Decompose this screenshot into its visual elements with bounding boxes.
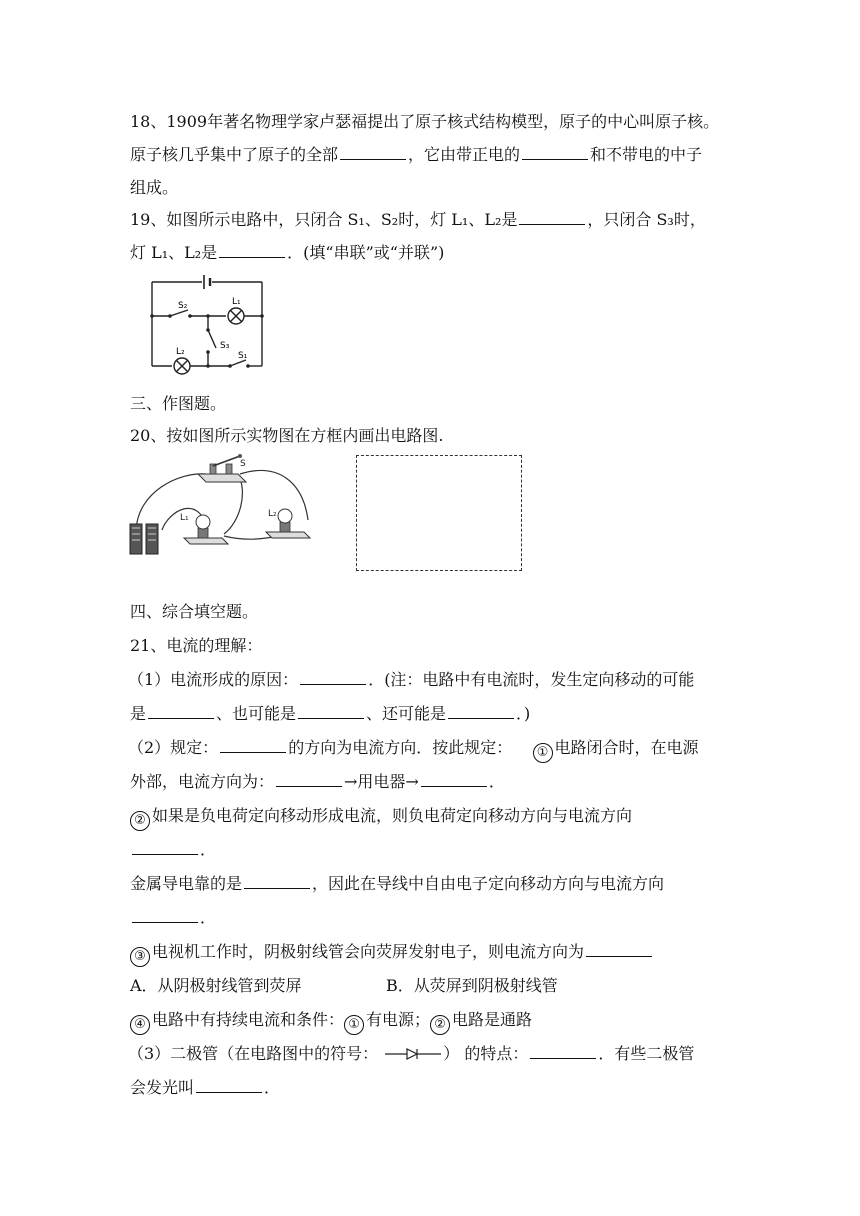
- option-b[interactable]: B．从荧屏到阴极射线管: [386, 976, 558, 995]
- q19-text: ，只闭合 S₃时，: [587, 210, 706, 229]
- answer-blank[interactable]: [586, 940, 652, 957]
- q21-text: ．: [200, 840, 217, 859]
- q21-text: 有电源；: [366, 1010, 431, 1029]
- q21-text: 、也可能是: [216, 704, 297, 723]
- q21-line: [130, 804, 632, 831]
- section-heading: [130, 600, 258, 624]
- q21-text: 电路闭合时，在电源: [554, 738, 699, 757]
- answer-blank[interactable]: [300, 668, 366, 685]
- q21-text: 金属导电靠的是: [130, 874, 243, 893]
- section-4-title: 四、综合填空题。: [130, 602, 259, 621]
- q21-line: [130, 872, 664, 896]
- answer-blank[interactable]: [522, 143, 588, 160]
- q21-text: （2）规定：: [128, 738, 219, 757]
- q21-text: 是: [130, 704, 147, 723]
- q21-title-line: [130, 634, 262, 658]
- answer-blank[interactable]: [132, 906, 198, 923]
- q21-text: →用电器→: [344, 772, 419, 791]
- label-s3: S₃: [220, 341, 230, 351]
- q21-text: 如果是负电荷定向移动形成电流，则负电荷定向移动方向与电流方向: [152, 806, 633, 825]
- q21-text: （1）电流形成的原因：: [128, 670, 299, 689]
- q21-text: 外部，电流方向为：: [130, 772, 275, 791]
- q21-text: ．: [200, 908, 217, 927]
- label-l1: L₁: [180, 513, 189, 523]
- answer-blank[interactable]: [519, 208, 585, 225]
- q18-line-1: [130, 110, 719, 134]
- answer-blank[interactable]: [276, 770, 342, 787]
- q21-text: ．: [264, 1078, 281, 1097]
- q21-text: 电路是通路: [452, 1010, 533, 1029]
- q19-text: ．(填“串联”或“并联”): [287, 243, 445, 262]
- section-heading: [130, 392, 226, 416]
- label-s: S: [240, 459, 246, 469]
- q18-text: ，它由带正电的: [408, 145, 521, 164]
- answer-blank[interactable]: [298, 702, 364, 719]
- q21-text: 会发光叫: [130, 1078, 195, 1097]
- q19-text: 19、如图所示电路中，只闭合 S₁、S₂时，灯 L₁、L₂是: [130, 210, 518, 229]
- q20-physical-circuit-image: [128, 452, 328, 564]
- q21-text: 、还可能是: [366, 704, 447, 723]
- bulb-l1: [184, 515, 228, 544]
- label-s2: S₂: [178, 301, 188, 311]
- label-l2: L₂: [176, 347, 185, 357]
- q18-line-3: [130, 176, 178, 200]
- answer-blank[interactable]: [530, 1042, 596, 1059]
- diode-symbol-icon: [385, 1047, 441, 1061]
- circled-number-1: ①: [344, 1015, 364, 1035]
- answer-blank[interactable]: [148, 702, 214, 719]
- answer-blank[interactable]: [244, 872, 310, 889]
- q18-line-2: [130, 143, 702, 167]
- q18-text: 和不带电的中子: [590, 145, 703, 164]
- circled-number-4: ④: [130, 1015, 150, 1035]
- q21-options-line: [130, 974, 558, 998]
- drawing-answer-box[interactable]: [356, 455, 522, 571]
- answer-blank[interactable]: [196, 1076, 262, 1093]
- q21-line: [130, 770, 505, 794]
- q18-text: 组成。: [130, 178, 179, 197]
- q18-text: 18、1909年著名物理学家卢瑟福提出了原子核式结构模型，原子的中心叫原子核。: [130, 112, 720, 131]
- q21-text: ．(注：电路中有电流时，发生定向移动的可能: [368, 670, 695, 689]
- q21-line: [130, 1008, 532, 1035]
- circled-number-2: ②: [430, 1015, 450, 1035]
- answer-blank[interactable]: [132, 838, 198, 855]
- q21-line: [130, 940, 654, 967]
- section-3-title: 三、作图题。: [130, 394, 227, 413]
- q21-line: [130, 906, 216, 930]
- q20-line: [130, 424, 443, 448]
- q21-text: ．: [488, 772, 505, 791]
- q21-text: （3）二极管（在电路图中的符号：: [128, 1044, 379, 1063]
- answer-blank[interactable]: [340, 143, 406, 160]
- q21-line: [130, 702, 530, 726]
- circled-number-1: ①: [533, 743, 553, 763]
- option-a[interactable]: A．从阴极射线管到荧屏: [130, 976, 302, 995]
- q20-text: 20、按如图所示实物图在方框内画出电路图.: [130, 426, 444, 445]
- q19-text: 灯 L₁、L₂是: [130, 243, 218, 262]
- battery-pack: [130, 524, 158, 554]
- q21-text: 电路中有持续电流和条件：: [152, 1010, 345, 1029]
- answer-blank[interactable]: [219, 241, 285, 258]
- q21-text: ，因此在导线中自由电子定向移动方向与电流方向: [312, 874, 665, 893]
- answer-blank[interactable]: [220, 736, 286, 753]
- switch-s: [198, 454, 246, 482]
- q19-line-1: [130, 208, 706, 232]
- q19-circuit-diagram: [140, 272, 270, 380]
- q21-line: [130, 838, 216, 862]
- q21-line: [130, 1076, 280, 1100]
- label-l2: L₂: [268, 509, 277, 519]
- circled-number-3: ③: [130, 947, 150, 967]
- q21-line: [128, 1042, 694, 1066]
- q21-text: 电视机工作时，阴极射线管会向荧屏发射电子，则电流方向为: [152, 942, 585, 961]
- q21-text: ．): [516, 704, 531, 723]
- q21-text: ．有些二极管: [598, 1044, 695, 1063]
- q21-text: ） 的特点：: [443, 1044, 529, 1063]
- label-s1: S₁: [238, 351, 248, 361]
- q19-line-2: [130, 241, 444, 265]
- answer-blank[interactable]: [448, 702, 514, 719]
- q21-title: 21、电流的理解：: [130, 636, 263, 655]
- q18-text: 原子核几乎集中了原子的全部: [130, 145, 339, 164]
- label-l1: L₁: [232, 297, 241, 307]
- q21-line: [128, 668, 694, 692]
- q21-text: 的方向为电流方向．按此规定：: [288, 738, 513, 757]
- circled-number-2: ②: [130, 811, 150, 831]
- answer-blank[interactable]: [421, 770, 487, 787]
- q21-line: [128, 736, 699, 763]
